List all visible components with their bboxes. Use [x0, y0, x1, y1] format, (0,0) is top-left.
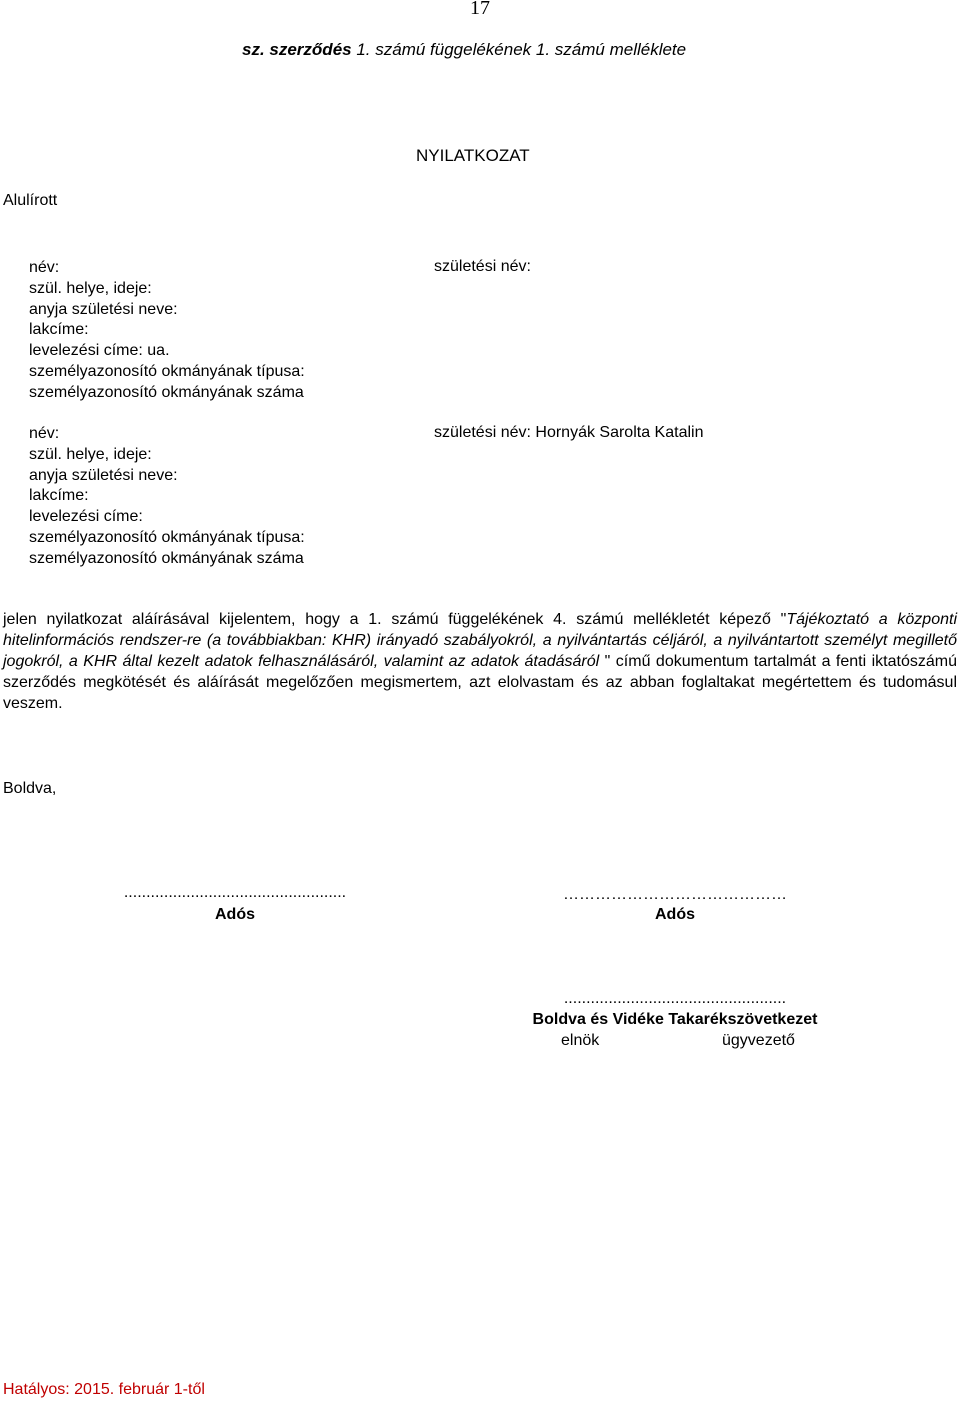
field-label: anyja születési neve: — [29, 466, 178, 484]
field-label: személyazonosító okmányának száma — [29, 383, 304, 401]
debtor2-label: Adós — [655, 906, 695, 923]
person1-birth-name: születési név: — [434, 258, 531, 275]
effective-date-footer: Hatályos: 2015. február 1-től — [3, 1381, 205, 1398]
declaration-document-title: Tájékoztató a központi hitelinformációs rendszer-re (a továbbiakban: KHR) irányadó szabályokról, a nyilvántartás céljáról, a nyilvántartott személyt megillető jogokról, a KHR által kezelt adatok felhasználásáról, valamint az adatok átadásáról — [3, 611, 958, 670]
field-label: szül. helye, ideje: — [29, 445, 152, 463]
field-label: levelezési címe: — [29, 508, 143, 526]
field-label: lakcíme: — [29, 487, 89, 505]
annex-title-rest: 1. számú függelékének 1. számú melléklete — [351, 40, 687, 59]
declaration-part2: " című dokumentum tartalmát a fenti iktatószámú szerződés megkötését és aláírását megelőzően megismertem, azt elolvastam és az abban foglaltakat megértettem és tudomásul veszem. — [3, 653, 957, 712]
person2-birth-name: születési név: Hornyák Sarolta Katalin — [434, 424, 704, 441]
field-label: személyazonosító okmányának száma — [29, 549, 304, 567]
person1-fields — [29, 258, 305, 404]
role-chairman: elnök — [561, 1032, 600, 1049]
annex-title — [242, 40, 686, 60]
field-label: lakcíme: — [29, 321, 89, 339]
debtor1-signature-line: .................................................. — [123, 884, 347, 901]
field-label: levelezési címe: ua. — [29, 342, 170, 360]
declaration-part1: jelen nyilatkozat aláírásával kijelentem, hogy a 1. számú függelékének 4. számú mellékletét képező " — [3, 611, 787, 628]
person2-fields — [29, 424, 305, 570]
intro-text: Alulírott — [3, 192, 58, 209]
page-number: 17 — [470, 0, 490, 19]
field-label: név: — [29, 425, 60, 442]
field-label: anyja születési neve: — [29, 300, 178, 318]
place-line: Boldva, — [3, 780, 57, 797]
bank-name: Boldva és Vidéke Takarékszövetkezet — [532, 1011, 818, 1028]
debtor2-signature-line: …………………………………… — [563, 886, 787, 903]
role-director: ügyvezető — [722, 1032, 795, 1049]
field-label: szül. helye, ideje: — [29, 279, 152, 297]
field-label: személyazonosító okmányának típusa: — [29, 362, 305, 380]
declaration-paragraph — [3, 609, 957, 714]
document-heading: NYILATKOZAT — [416, 146, 530, 165]
contract-ref: sz. szerződés — [242, 40, 352, 59]
field-label: név: — [29, 259, 60, 276]
debtor1-label: Adós — [215, 906, 255, 923]
bank-signature-line: .................................................. — [563, 990, 787, 1007]
field-label: személyazonosító okmányának típusa: — [29, 528, 305, 546]
